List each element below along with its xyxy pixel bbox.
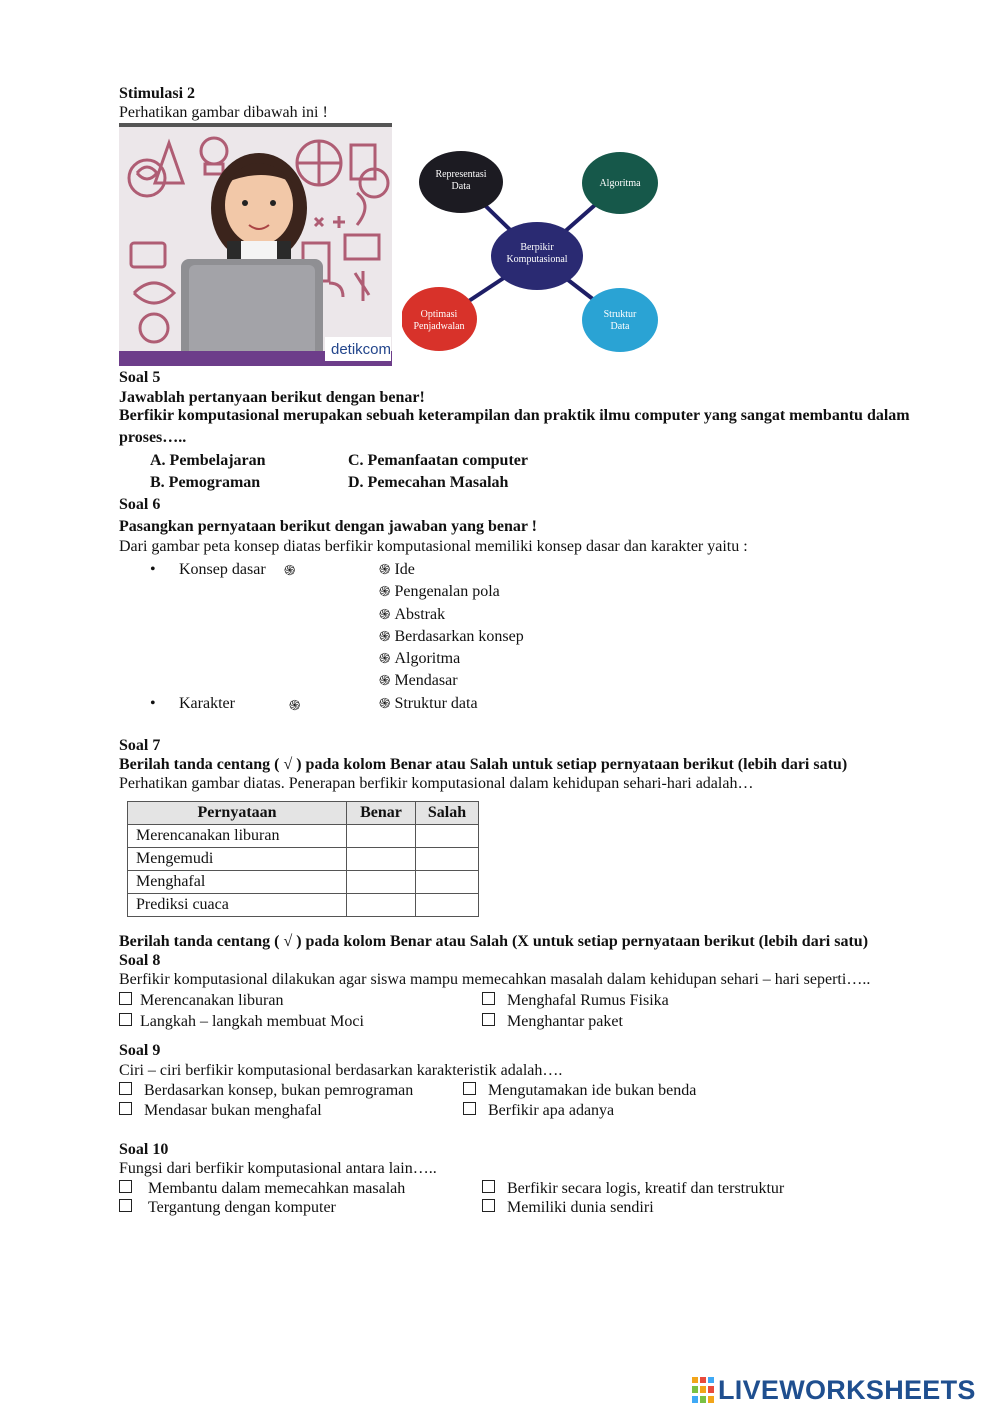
checkbox[interactable] [119,1199,132,1212]
match-right-item: Pengenalan pola [394,583,500,601]
liveworksheets-icon [692,1377,714,1403]
liveworksheets-logo [692,1374,976,1406]
node-label: Struktur [603,309,637,320]
soal10-option[interactable] [119,1198,336,1218]
checkbox[interactable] [119,1180,132,1193]
checkbox[interactable] [482,1013,495,1026]
match-right-item: Struktur data [394,694,478,712]
bullet: • [150,695,156,712]
match-marker-icon[interactable]: ֍ [379,695,391,712]
stimulasi-title: Stimulasi 2 [119,85,196,102]
checkbox[interactable] [482,1180,495,1193]
soal6-title: Soal 6 [119,496,161,513]
match-marker-icon[interactable]: ֍ [379,562,391,578]
table-row [128,848,479,871]
match-marker-icon[interactable]: ֍ [284,563,296,579]
table-cell-statement: Menghafal [128,871,347,894]
match-right-item: Abstrak [394,605,446,623]
match-marker-icon[interactable]: ֍ [379,651,391,668]
soal9-option[interactable] [119,1101,322,1121]
salah-cell[interactable] [416,871,479,894]
match-right-item: Mendasar [394,672,458,690]
table-cell-statement: Prediksi cuaca [128,894,347,917]
soal5-option-a[interactable]: A. Pembelajaran [150,452,266,469]
soal8-option[interactable] [119,991,283,1011]
soal7-text: Perhatikan gambar diatas. Penerapan berfikir komputasional dalam kehidupan sehari-hari adalah… [119,775,754,792]
table-row [128,894,479,917]
concept-map [402,128,667,366]
soal9-text: Ciri – ciri berfikir komputasional berdasarkan karakteristik adalah…. [119,1062,563,1079]
option-label: Berfikir apa adanya [488,1102,615,1119]
soal8-option[interactable] [482,991,669,1011]
soal6-text: Dari gambar peta konsep diatas berfikir komputasional memiliki konsep dasar dan karakter yaitu : [119,538,748,555]
match-right-item: Ide [394,561,415,578]
soal5-option-b[interactable]: B. Pemograman [150,474,261,491]
benar-cell[interactable] [347,825,416,848]
bullet: • [150,561,156,578]
table-cell-statement: Mengemudi [128,848,347,871]
soal8-pre-instruction: Berilah tanda centang ( √ ) pada kolom Benar atau Salah (X untuk setiap pernyataan berikut (lebih dari satu) [119,933,869,950]
option-label: Mengutamakan ide bukan benda [488,1082,697,1099]
soal8-text: Berfikir komputasional dilakukan agar siswa mampu memecahkan masalah dalam kehidupan sehari – hari seperti….. [119,971,871,988]
match-marker-icon[interactable]: ֍ [379,606,391,623]
match-right-list [379,560,524,714]
salah-cell[interactable] [416,825,479,848]
node-label: Data [610,321,630,332]
soal8-option[interactable] [119,1012,364,1032]
soal7-title: Soal 7 [119,737,161,754]
table-row [128,871,479,894]
checkbox[interactable] [119,1102,132,1115]
node-label: Representasi [435,169,487,180]
soal8-title: Soal 8 [119,952,161,969]
statement-table [127,801,479,917]
match-marker-icon[interactable]: ֍ [379,584,391,601]
node-label: Penjadwalan [413,321,465,332]
match-right-item: Berdasarkan konsep [394,627,524,645]
soal5-question-line2: proses….. [119,429,187,446]
checkbox[interactable] [463,1082,476,1095]
table-header-benar: Benar [347,802,416,825]
match-left-karakter[interactable]: Karakter [179,695,235,712]
option-label: Merencanakan liburan [140,992,284,1009]
table-cell-statement: Merencanakan liburan [128,825,347,848]
benar-cell[interactable] [347,871,416,894]
option-label: Memiliki dunia sendiri [507,1199,654,1216]
girl-laptop-image [119,123,392,366]
girl-laptop-illustration [119,123,392,366]
soal10-option[interactable] [119,1179,405,1199]
option-label: Berfikir secara logis, kreatif dan terstruktur [507,1180,785,1197]
soal10-option[interactable] [482,1179,784,1199]
node-label: Optimasi [420,309,458,320]
soal6-instruction: Pasangkan pernyataan berikut dengan jawaban yang benar ! [119,518,538,535]
soal10-text: Fungsi dari berfikir komputasional antara lain….. [119,1160,437,1177]
salah-cell[interactable] [416,848,479,871]
soal5-question-line1: Berfikir komputasional merupakan sebuah keterampilan dan praktik ilmu computer yang sangat membantu dalam [119,407,910,424]
option-label: Langkah – langkah membuat Moci [140,1013,364,1030]
table-row [128,825,479,848]
soal10-option[interactable] [482,1198,654,1218]
soal8-option[interactable] [482,1012,623,1032]
match-marker-icon[interactable]: ֍ [289,698,301,714]
table-header-pernyataan: Pernyataan [128,802,347,825]
match-marker-icon[interactable]: ֍ [379,628,391,645]
soal5-option-c[interactable]: C. Pemanfaatan computer [348,452,528,469]
option-label: Membantu dalam memecahkan masalah [148,1180,406,1197]
soal9-option[interactable] [463,1081,696,1101]
node-struktur-data [582,288,658,352]
checkbox[interactable] [463,1102,476,1115]
checkbox[interactable] [119,1082,132,1095]
liveworksheets-text: LIVEWORKSHEETS [718,1374,976,1405]
soal5-instruction: Jawablah pertanyaan berikut dengan benar! [119,389,425,406]
match-right-item: Algoritma [394,650,461,668]
table-header-salah: Salah [416,802,479,825]
soal10-title: Soal 10 [119,1141,169,1158]
checkbox[interactable] [482,992,495,1005]
salah-cell[interactable] [416,894,479,917]
soal9-option[interactable] [119,1081,413,1101]
soal9-option[interactable] [463,1101,614,1121]
soal5-title: Soal 5 [119,369,161,386]
checkbox[interactable] [119,1013,132,1026]
center-label: Berpikir [520,242,554,253]
benar-cell[interactable] [347,848,416,871]
stimulasi-instruction: Perhatikan gambar dibawah ini ! [119,104,328,121]
option-label: Menghafal Rumus Fisika [507,992,669,1009]
option-label: Berdasarkan konsep, bukan pemrograman [144,1082,414,1099]
match-marker-icon[interactable]: ֍ [379,673,391,690]
center-label: Komputasional [506,254,568,265]
detikcom-logo-text: detikcom [331,341,392,358]
soal9-title: Soal 9 [119,1042,161,1059]
option-label: Tergantung dengan komputer [148,1199,336,1216]
soal7-instruction: Berilah tanda centang ( √ ) pada kolom Benar atau Salah untuk setiap pernyataan berikut (lebih dari satu) [119,756,848,773]
match-left-konsep-dasar[interactable]: Konsep dasar [179,561,266,578]
option-label: Mendasar bukan menghafal [144,1102,322,1119]
soal5-option-d[interactable]: D. Pemecahan Masalah [348,474,509,491]
checkbox[interactable] [119,992,132,1005]
option-label: Menghantar paket [507,1013,623,1030]
checkbox[interactable] [482,1199,495,1212]
benar-cell[interactable] [347,894,416,917]
node-label: Algoritma [599,178,641,189]
node-label: Data [451,181,471,192]
